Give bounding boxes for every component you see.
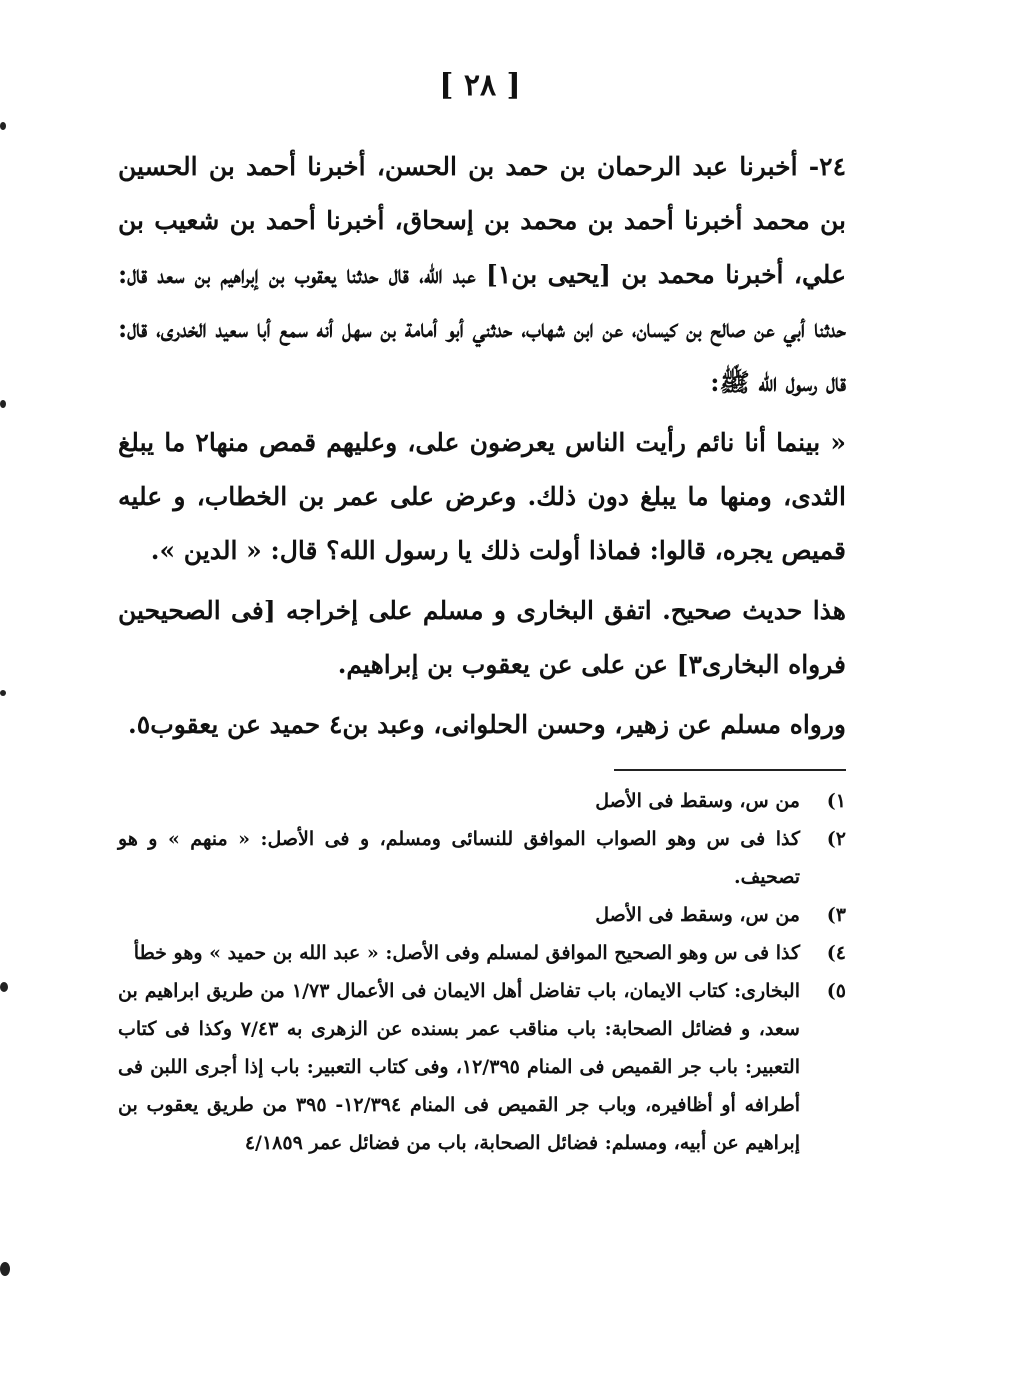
footnote-item — [118, 820, 846, 896]
scan-speck — [0, 400, 6, 408]
hadith-grading: هذا حديث صحيح. اتفق البخارى و مسلم على إخراجه [فى الصحيحين فرواه البخارى٣] عن على عن يعقوب بن إبراهيم. — [118, 596, 846, 679]
footnote-item — [118, 972, 846, 1162]
hadith-matn: « بينما أنا نائم رأيت الناس يعرضون على، وعليهم قمص منها٢ ما يبلغ الثدى، ومنها ما يبلغ دون ذلك. وعرض على عمر بن الخطاب، و عليه قميص يجره، قالوا: فماذا أولت ذلك يا رسول الله؟ قال: « الدين ». — [118, 428, 846, 565]
footnote-number: ٢) — [826, 828, 846, 850]
scan-speck — [0, 690, 6, 696]
footnote-text: البخارى: كتاب الايمان، باب تفاضل أهل الايمان فى الأعمال ١/٧٣ من طريق ابراهيم بن سعد، و فضائل الصحابة: باب مناقب عمر بسنده عن الزهرى به ٧/٤٣ وكذا فى كتاب التعبير: باب جر القميص فى المنام ١٢/٣٩٥، وفى كتاب التعبير: باب إذا أجرى اللبن فى أطرافه أو أظافيره، وباب جر القميص فى المنام ١٢/٣٩٤- ٣٩٥ من طريق يعقوب بن إبراهيم عن أبيه، ومسلم: فضائل الصحابة، باب من فضائل عمر ٤/١٨٥٩ — [118, 980, 801, 1154]
footnote-number: ٣) — [826, 904, 846, 926]
footnote-text: كذا فى س وهو الصحيح الموافق لمسلم وفى الأصل: « عبد الله بن حميد » وهو خطأ — [133, 942, 800, 964]
hadith-muslim-narration: ورواه مسلم عن زهير، وحسن الحلوانى، وعبد بن٤ حميد عن يعقوب٥. — [128, 710, 846, 739]
footnote-divider — [614, 769, 846, 771]
scan-speck — [0, 1262, 10, 1276]
hadith-isnad: ٢٤- أخبرنا عبد الرحمان بن حمد بن الحسن، أخبرنا أحمد بن الحسين بن محمد أخبرنا أحمد بن محمد بن إسحاق، أخبرنا أحمد بن شعيب بن علي، أخبرنا محمد بن [يحيى بن١] عبد الله، قال حدثنا يعقوب بن إبراهيم بن سعد قال: حدثنا أبي عن صالح بن كيسان، عن ابن شهاب، حدثني أبو أمامة بن سهل أنه سمع أبا سعيد الخدرى، قال: قال رسول الله ﷺ: — [118, 152, 846, 397]
scan-speck — [0, 122, 6, 130]
footnote-item — [118, 934, 846, 972]
footnote-item — [118, 896, 846, 934]
footnotes — [118, 782, 846, 1162]
footnote-item — [118, 782, 846, 820]
hadith-body — [118, 140, 846, 752]
footnote-number: ٤) — [826, 942, 846, 964]
footnote-number: ١) — [826, 790, 846, 812]
footnote-number: ٥) — [826, 980, 846, 1002]
page-number: [ ٢٨ ] — [439, 68, 521, 103]
footnote-text: من س، وسقط فى الأصل — [595, 904, 800, 926]
scan-speck — [0, 982, 8, 992]
footnote-text: كذا فى س وهو الصواب الموافق للنسائى ومسلم، و فى الأصل: « منهم » و هو تصحيف. — [118, 828, 800, 888]
footnote-text: من س، وسقط فى الأصل — [595, 790, 800, 812]
